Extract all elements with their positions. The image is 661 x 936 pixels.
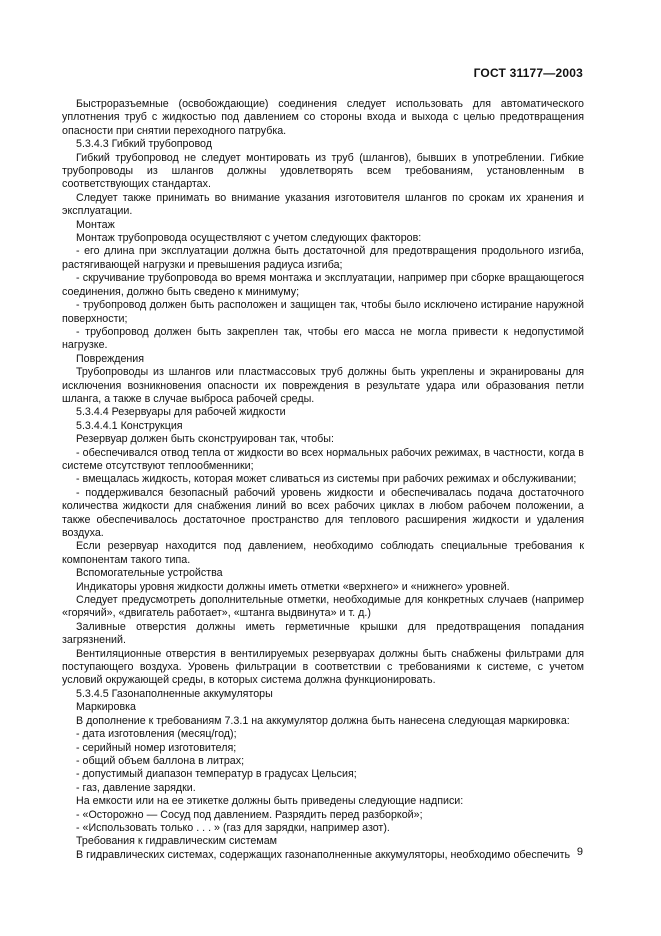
list-item: - его длина при эксплуатации должна быть достаточной для предотвращения продольного изгиба, растягивающей нагрузки и превышения радиуса изгиба;	[62, 245, 584, 271]
section-heading: 5.3.4.4.1 Конструкция	[76, 419, 183, 432]
subheading: Маркировка	[76, 701, 136, 714]
list-item: - обеспечивался отвод тепла от жидкости во всех нормальных рабочих режимах, в частности, когда в системе отсутствуют теплообменники;	[62, 446, 584, 472]
list-item: - вмещалась жидкость, которая может сливаться из системы при рабочих режимах и обслуживании;	[76, 473, 577, 486]
document-id: ГОСТ 31177—2003	[473, 66, 583, 80]
paragraph: На емкости или на ее этикетке должны быть приведены следующие надписи:	[76, 795, 464, 808]
list-item: - серийный номер изготовителя;	[76, 741, 237, 754]
paragraph: Индикаторы уровня жидкости должны иметь отметки «верхнего» и «нижнего» уровней.	[76, 580, 510, 593]
paragraph: Быстроразъемные (освобождающие) соединения следует использовать для автоматического уплотнения труб с жидкостью под давлением со стороны входа и выхода с целью предотвращения опасности при снятии переходного патрубка.	[62, 98, 584, 137]
paragraph: В гидравлических системах, содержащих газонаполненные аккумуляторы, необходимо обеспечить	[76, 848, 571, 861]
list-item: - «Осторожно — Сосуд под давлением. Разрядить перед разборкой»;	[76, 808, 423, 821]
subheading: Требования к гидравлическим системам	[76, 835, 277, 848]
list-item: - общий объем баллона в литрах;	[76, 754, 245, 767]
list-item: - поддерживался безопасный рабочий уровень жидкости и обеспечивалась подача достаточного количества жидкости для снабжения линий во всех рабочих циклах в любом рабочем положении, а также обеспечивалось достаточное пространство для теплового расширения жидкости и удаления воздуха.	[62, 486, 584, 539]
list-item: - скручивание трубопровода во время монтажа и эксплуатации, например при сборке вращающегося соединения, должно быть сведено к минимуму;	[62, 272, 584, 298]
subheading: Монтаж	[76, 218, 115, 231]
paragraph: Следует также принимать во внимание указания изготовителя шлангов по срокам их хранения и эксплуатации.	[62, 191, 584, 218]
list-item: - трубопровод должен быть закреплен так, чтобы его масса не могла привести к недопустимой нагрузке.	[62, 325, 584, 352]
list-item: - газ, давление зарядки.	[76, 781, 196, 794]
subheading: Повреждения	[76, 352, 145, 365]
list-item: - допустимый диапазон температур в градусах Цельсия;	[76, 768, 357, 781]
paragraph: Гибкий трубопровод не следует монтировать из труб (шлангов), бывших в употреблении. Гибкие трубопроводы из шлангов должны удовлетворять всем требованиям, установленным в соответствующих стандартах.	[62, 151, 584, 191]
page-number: 9	[576, 846, 583, 858]
paragraph: Трубопроводы из шлангов или пластмассовых труб должны быть укреплены и экранированы для исключения возникновения опасности их повреждения в результате удара или образования петли шланга, а также в случае выброса рабочей среды.	[62, 366, 584, 405]
list-item: - трубопровод должен быть расположен и защищен так, чтобы было исключено истирание наружной поверхности;	[62, 299, 584, 325]
section-heading: 5.3.4.4 Резервуары для рабочей жидкости	[76, 406, 286, 419]
paragraph: Монтаж трубопровода осуществляют с учетом следующих факторов:	[76, 232, 422, 245]
paragraph: Заливные отверстия должны иметь герметичные крышки для предотвращения попадания загрязнений.	[62, 620, 584, 647]
paragraph: Вентиляционные отверстия в вентилируемых резервуарах должны быть снабжены фильтрами для поступающего воздуха. Уровень фильтрации в соответствии с требованиями к системе, с учетом условий окружающей среды, в которых система должна функционировать.	[62, 647, 584, 687]
list-item: - дата изготовления (месяц/год);	[76, 728, 237, 741]
section-heading: 5.3.4.5 Газонаполненные аккумуляторы	[76, 687, 273, 700]
list-item: - «Использовать только . . . » (газ для зарядки, например азот).	[76, 821, 390, 834]
paragraph: В дополнение к требованиям 7.3.1 на аккумулятор должна быть нанесена следующая маркировка:	[76, 714, 570, 727]
section-heading: 5.3.4.3 Гибкий трубопровод	[76, 138, 212, 151]
paragraph: Резервуар должен быть сконструирован так, чтобы:	[76, 433, 334, 446]
paragraph: Если резервуар находится под давлением, необходимо соблюдать специальные требования к компонентам такого типа.	[62, 540, 584, 566]
subheading: Вспомогательные устройства	[76, 567, 223, 580]
document-body	[62, 98, 584, 862]
paragraph: Следует предусмотреть дополнительные отметки, необходимые для конкретных случаев (например «горячий», «двигатель работает», «штанга выдвинута» и т. д.)	[62, 594, 584, 620]
